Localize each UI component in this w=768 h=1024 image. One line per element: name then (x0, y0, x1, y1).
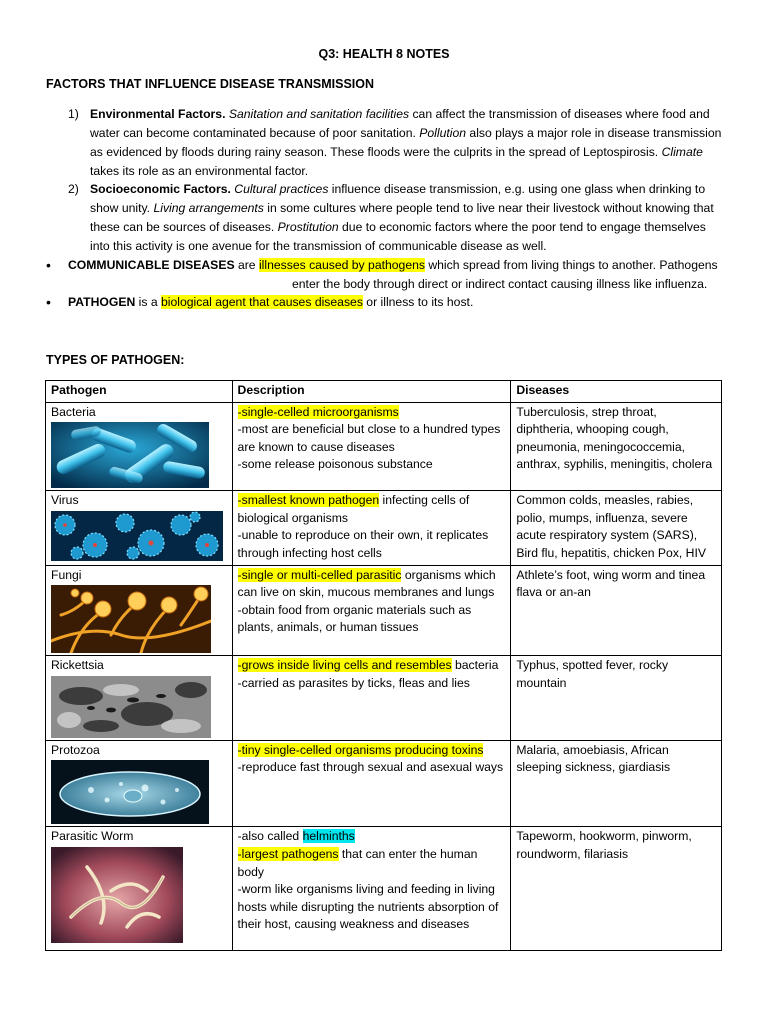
fungi-image (51, 585, 227, 653)
highlight-cyan: helminths (302, 829, 355, 844)
text-run: takes its role as an environmental factor. (90, 164, 309, 178)
description-cell: -smallest known pathogen infecting cells of biological organisms -unable to reproduce on their own, it replicates through infecting host cells (232, 491, 511, 565)
pathogen-name: Parasitic Worm (51, 829, 134, 844)
term: COMMUNICABLE DISEASES (68, 258, 235, 272)
factor-item-1 (68, 105, 728, 181)
highlight: -single or multi-celled parasitic (237, 567, 402, 582)
diseases-cell: Athlete’s foot, wing worm and tinea flava or an-an (511, 565, 722, 656)
factor-text (90, 180, 728, 256)
pathogen-cell (46, 656, 233, 741)
rickettsia-image (51, 676, 227, 738)
pathogen-cell (46, 402, 233, 491)
text-run: influence disease transmission, e.g. using one glass when drinking to show unity. (90, 182, 706, 215)
bullet-text: COMMUNICABLE DISEASES are illnesses caused by pathogens which spread from living things to another. Pathogens enter the body through direct or indirect contact causing illness like influenza. (68, 258, 718, 291)
table-header-row (46, 381, 722, 403)
italic-term: Pollution (419, 126, 467, 140)
page-title: Q3: HEALTH 8 NOTES (318, 47, 450, 61)
list-number: 1) (68, 107, 79, 121)
parasitic-worm-image (51, 847, 227, 943)
factor-heading: Socioeconomic Factors. (90, 182, 231, 196)
pathogen-name: Fungi (51, 567, 82, 582)
table-row (46, 740, 722, 827)
pathogen-name: Bacteria (51, 404, 96, 419)
table-row (46, 491, 722, 565)
factor-heading: Environmental Factors. (90, 107, 226, 121)
highlight: biological agent that causes diseases (161, 295, 363, 309)
header-description: Description (232, 381, 511, 403)
pathogen-cell (46, 565, 233, 656)
table-row (46, 656, 722, 741)
text-run: due to economic factors where the poor tend to engage themselves into this activity is one avenue for the transmission of communicable disease as well. (90, 220, 706, 253)
bullet-text: PATHOGEN is a biological agent that causes diseases or illness to its host. (68, 295, 474, 309)
text-run: can affect the transmission of diseases where food and water can become contaminated because of poor sanitation. (90, 107, 710, 140)
bullet-communicable (46, 256, 736, 294)
description-cell: -grows inside living cells and resembles bacteria -carried as parasites by ticks, fleas and lies (232, 656, 511, 741)
highlight: -single-celled microorganisms (237, 404, 399, 419)
pathogen-cell (46, 491, 233, 565)
description-cell: -single-celled microorganisms -most are beneficial but close to a hundred types are known to cause diseases -some release poisonous substance (232, 402, 511, 491)
table-row (46, 402, 722, 491)
protozoa-image (51, 760, 227, 824)
description-cell: -also called helminths -largest pathogens that can enter the human body -worm like organisms living and feeding in living hosts while disrupting the nutrients absorption of their host, causing weakness and diseases (232, 827, 511, 951)
factor-item-2 (68, 180, 728, 256)
section-title-types: TYPES OF PATHOGEN: (46, 353, 185, 367)
section-title-factors: FACTORS THAT INFLUENCE DISEASE TRANSMISSION (46, 77, 375, 91)
pathogen-cell (46, 740, 233, 827)
pathogen-table (45, 380, 722, 951)
highlight: -grows inside living cells and resembles (237, 658, 452, 673)
table-row (46, 565, 722, 656)
pathogen-name: Protozoa (51, 742, 100, 757)
italic-term: Sanitation and sanitation facilities (228, 107, 410, 121)
bacteria-image (51, 422, 227, 488)
italic-term: Cultural practices (234, 182, 329, 196)
factor-text (90, 105, 728, 181)
diseases-cell: Malaria, amoebiasis, African sleeping sickness, giardiasis (511, 740, 722, 827)
virus-image (51, 511, 227, 561)
list-number: 2) (68, 182, 79, 196)
header-diseases: Diseases (511, 381, 722, 403)
header-pathogen: Pathogen (46, 381, 233, 403)
bullet-pathogen (46, 293, 736, 312)
italic-term: Living arrangements (153, 201, 264, 215)
pathogen-name: Rickettsia (51, 658, 104, 673)
term: PATHOGEN (68, 295, 136, 309)
bullet-dot: • (46, 294, 51, 310)
pathogen-cell (46, 827, 233, 951)
diseases-cell: Common colds, measles, rabies, polio, mumps, influenza, severe acute respiratory system (SARS), Bird flu, hepatitis, chicken Pox, HIV (511, 491, 722, 565)
description-cell: -tiny single-celled organisms producing toxins -reproduce fast through sexual and asexual ways (232, 740, 511, 827)
highlight: -largest pathogens (237, 846, 339, 861)
italic-term: Climate (661, 145, 703, 159)
table-row (46, 827, 722, 951)
diseases-cell: Tuberculosis, strep throat, diphtheria, whooping cough, pneumonia, meningococcemia, anthrax, syphilis, meningitis, cholera (511, 402, 722, 491)
diseases-cell: Typhus, spotted fever, rocky mountain (511, 656, 722, 741)
italic-term: Prostitution (277, 220, 339, 234)
pathogen-name: Virus (51, 493, 79, 508)
highlight: -smallest known pathogen (237, 493, 380, 508)
text-run: also plays a major role in disease transmission as evidenced by floods during rainy season. These floods were the culprits in the spread of Leptospirosis. (90, 126, 722, 159)
highlight: illnesses caused by pathogens (258, 258, 425, 272)
diseases-cell: Tapeworm, hookworm, pinworm, roundworm, filariasis (511, 827, 722, 951)
text-run: in some cultures where people tend to live near their livestock without knowing that these can be sources of diseases. (90, 201, 714, 234)
description-cell: -single or multi-celled parasitic organisms which can live on skin, mucous membranes and lungs -obtain food from organic materials such as plants, animals, or human tissues (232, 565, 511, 656)
bullet-dot: • (46, 257, 51, 273)
highlight: -tiny single-celled organisms producing toxins (237, 742, 484, 757)
